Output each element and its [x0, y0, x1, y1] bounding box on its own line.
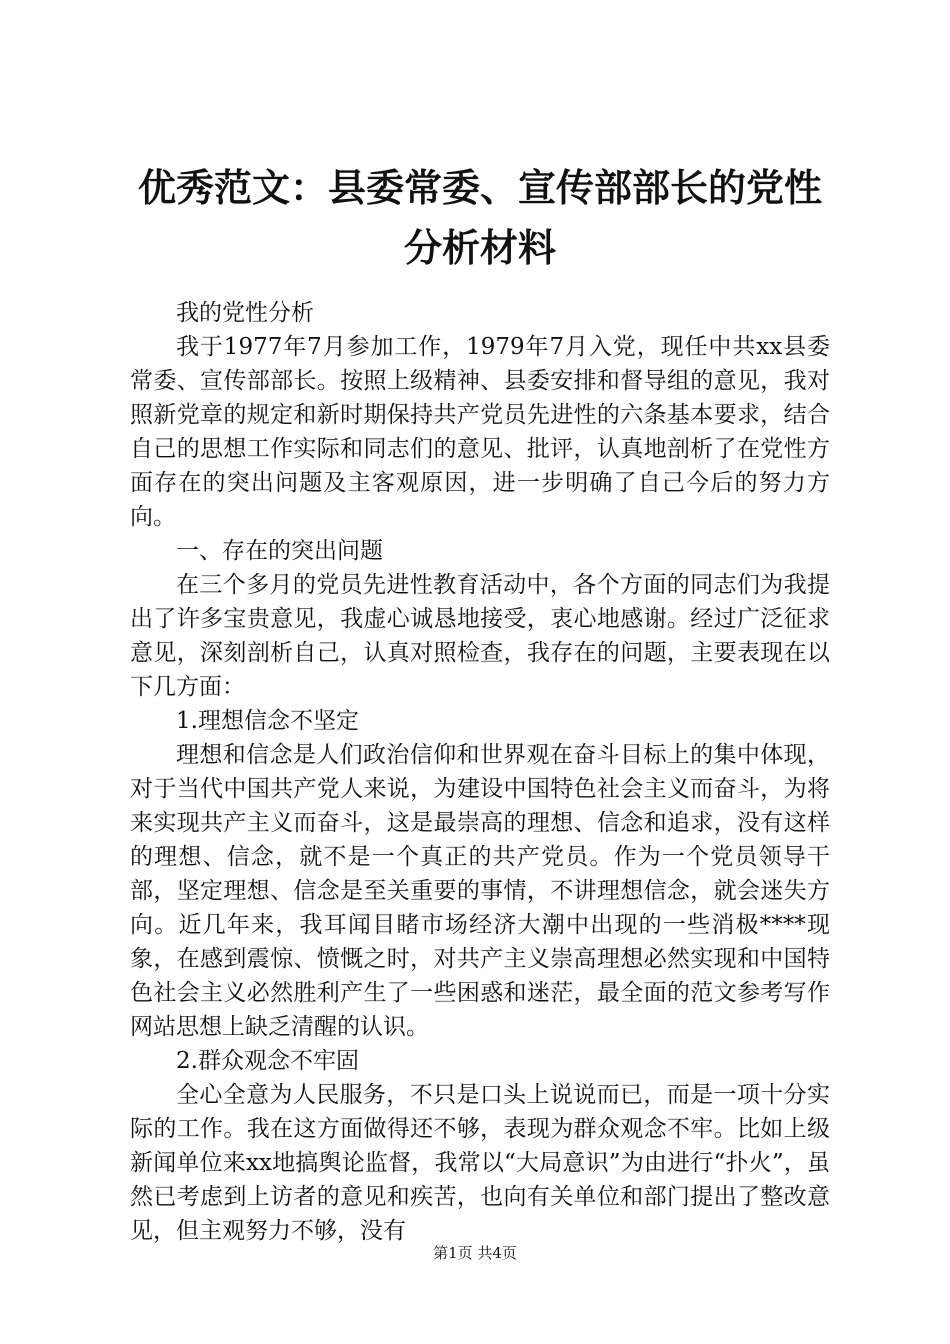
paragraph-item-one: 理想和信念是人们政治信仰和世界观在奋斗目标上的集中体现，对于当代中国共产党人来说，为建设中国特色社会主义而奋斗，为将来实现共产主义而奋斗，这是最崇高的理想、信念和追求，没有这样的理想、信念，就不是一个真正的共产党员。作为一个党员领导干部，坚定理想、信念是至关重要的事情，不讲理想信念，就会迷失方向。近几年来，我耳闻目睹市场经济大潮中出现的一些消极****现象，在感到震惊、愤慨之时，对共产主义崇高理想必然实现和中国特色社会主义必然胜利产生了一些困惑和迷茫，最全面的范文参考写作网站思想上缺乏清醒的认识。	[130, 742, 830, 1040]
paragraph-section-one: 在三个多月的党员先进性教育活动中，各个方面的同志们为我提出了许多宝贵意见，我虚心诚恳地接受，衷心地感谢。经过广泛征求意见，深刻剖析自己，认真对照检查，我存在的问题，主要表现在以下几方面：	[130, 572, 830, 700]
heading-section-one: 一、存在的突出问题	[176, 538, 383, 564]
section-subtitle: 我的党性分析	[176, 300, 314, 326]
heading-item-one: 1.理想信念不坚定	[176, 708, 359, 734]
paragraph-introduction: 我于1977年7月参加工作，1979年7月入党，现任中共xx县委常委、宣传部部长。按照上级精神、县委安排和督导组的意见，我对照新党章的规定和新时期保持共产党员先进性的六条基本要求，结合自己的思想工作实际和同志们的意见、批评，认真地剖析了在党性方面存在的突出问题及主客观原因，进一步明确了自己今后的努力方向。	[130, 334, 830, 530]
document-title: 优秀范文：县委常委、宣传部部长的党性分析材料	[137, 165, 822, 270]
document-body	[130, 296, 830, 1248]
paragraph-item-two: 全心全意为人民服务，不只是口头上说说而已，而是一项十分实际的工作。我在这方面做得还不够，表现为群众观念不牢。比如上级新闻单位来xx地搞舆论监督，我常以“大局意识”为由进行“扑火”，虽然已考虑到上访者的意见和疾苦，也向有关单位和部门提出了整改意见，但主观努力不够，没有	[130, 1082, 830, 1244]
page-number-footer: 第1页 共4页	[433, 1244, 517, 1262]
heading-item-two: 2.群众观念不牢固	[176, 1048, 359, 1074]
